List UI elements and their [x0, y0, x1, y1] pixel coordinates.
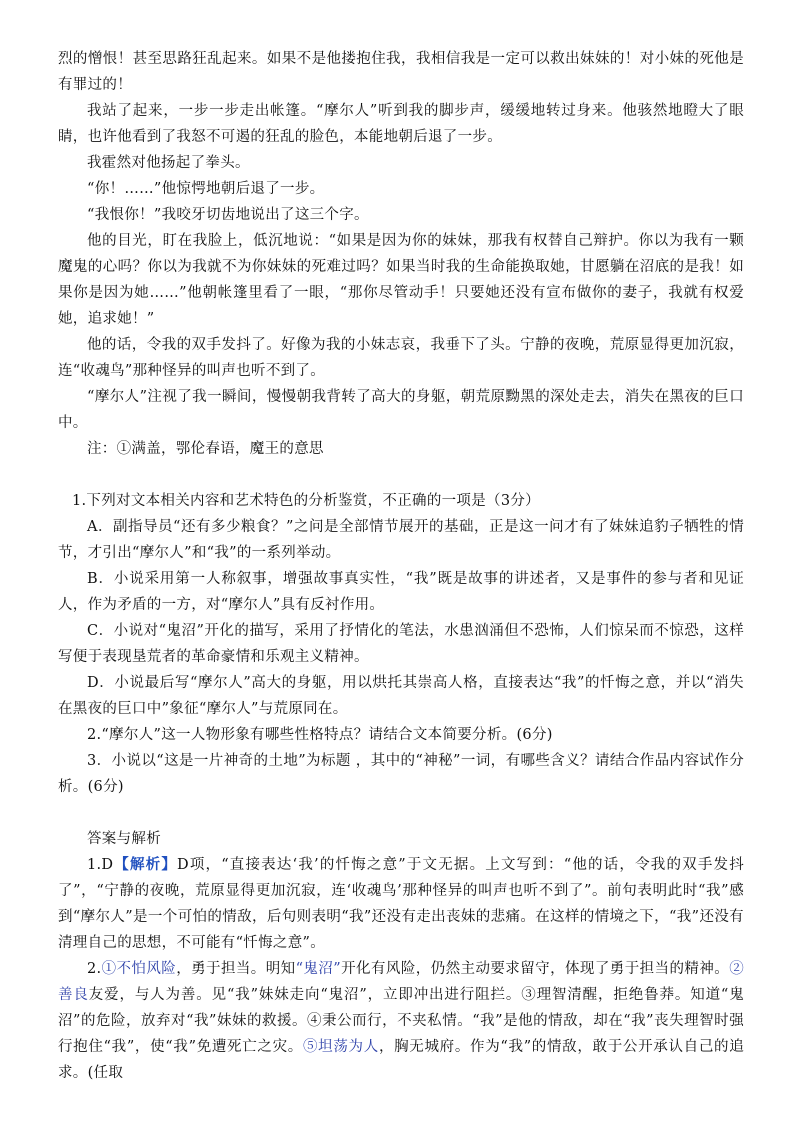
story-paragraph-2: 我站了起来，一步一步走出帐篷。“摩尔人”听到我的脚步声，缓缓地转过身来。他骇然地瞪大了眼睛，也许他看到了我怒不可遏的狂乱的脸色，本能地朝后退了一步。 — [58, 103, 744, 145]
story-paragraph-6: 他的目光，盯在我脸上，低沉地说：“如果是因为你的妹妹，那我有权替自己辩护。你以为我有一颗魔鬼的心吗？你以为我就不为你妹妹的死难过吗？如果当时我的生命能换取她，甘愿躺在沼底的是我！如果你是因为她……”他朝帐篷里看了一眼，“那你尽管动手！只要她还没有宣布做你的妻子，我就有权爱她，追求她！” — [58, 233, 744, 327]
answer-1 — [58, 852, 744, 956]
story-paragraph-8: “摩尔人”注视了我一瞬间，慢慢朝我背转了高大的身躯，朝荒原黝黑的深处走去，消失在黑夜的巨口中。 — [58, 389, 744, 431]
footnote: 注：①满盖，鄂伦春语，魔王的意思 — [87, 441, 324, 457]
document-page — [58, 46, 744, 1086]
question-2: 2.“摩尔人”这一人物形象有哪些性格特点？请结合文本简要分析。(6分) — [87, 727, 553, 743]
answer-1-text: D项，“直接表达‘我’的忏悔之意”于文无据。上文写到：“他的话，令我的双手发抖了”，“宁静的夜晚，荒原显得更加沉寂，连‘收魂鸟’那种怪异的叫声也听不到了”。前句表明此时“我”感到“摩尔人”是一个可怕的情敌，后句则表明“我”还没有走出丧妹的悲痛。在这样的情境之下，“我”还没有清理自己的思想，不可能有“忏悔之意”。 — [58, 857, 745, 951]
story-paragraph-4: “你！……”他惊愕地朝后退了一步。 — [87, 181, 325, 197]
option-d: D．小说最后写“摩尔人”高大的身躯，用以烘托其崇高人格，直接表达“我”的忏悔之意，并以“消失在黑夜的巨口中”象征“摩尔人”与荒原同在。 — [58, 675, 744, 717]
question-1: 1.下列对文本相关内容和艺术特色的分析鉴赏，不正确的一项是（3分） — [72, 493, 540, 509]
answer-2-highlight-4: ⑤坦荡为人 — [303, 1039, 379, 1055]
answer-2-highlight-2: “鬼沼” — [295, 961, 341, 977]
option-b: B．小说采用第一人称叙事，增强故事真实性，“我”既是故事的讲述者，又是事件的参与者和见证人，作为矛盾的一方，对“摩尔人”具有反衬作用。 — [58, 571, 744, 613]
spacer — [58, 462, 744, 488]
answers-heading: 答案与解析 — [87, 831, 161, 847]
story-paragraph-5: “我恨你！”我咬牙切齿地说出了这三个字。 — [87, 207, 369, 223]
analysis-tag: 【解析】 — [113, 856, 178, 873]
answer-2-number: 2. — [87, 961, 102, 977]
spacer — [58, 800, 744, 826]
option-c: C．小说对“鬼沼”开化的描写，采用了抒情化的笔法，水患汹涌但不恐怖，人们惊呆而不惊恐，这样写便于表现垦荒者的革命豪情和乐观主义精神。 — [58, 623, 744, 665]
answer-2-text-1: ，勇于担当。明知 — [176, 961, 296, 977]
answer-2-text-4: ，胸无城府。作为“我”的情敌，敢于公开承认自己的追求。(任取 — [58, 1039, 745, 1081]
story-paragraph-3: 我霍然对他扬起了拳头。 — [87, 155, 250, 171]
answer-2-highlight-3: ②善良 — [58, 961, 744, 1003]
answer-1-number: 1.D — [87, 857, 114, 873]
answer-2-text-3: 友爱，与人为善。见“我”妹妹走向“鬼沼”，立即冲出进行阻拦。③理智清醒，拒绝鲁莽。知道“鬼沼”的危险，放弃对“我”妹妹的救援。④秉公而行，不夹私情。“我”是他的情敌，却在“我”丧失理智时强行抱住“我”，使“我”免遭死亡之灾。 — [58, 987, 744, 1055]
story-paragraph-1: 烈的憎恨！甚至思路狂乱起来。如果不是他搂抱住我，我相信我是一定可以救出妹妹的！对小妹的死他是有罪过的！ — [58, 51, 744, 93]
story-paragraph-7: 他的话，令我的双手发抖了。好像为我的小妹志哀，我垂下了头。宁静的夜晚，荒原显得更加沉寂，连“收魂鸟”那种怪异的叫声也听不到了。 — [58, 337, 744, 379]
question-3: 3．小说以“这是一片神奇的土地”为标题 ，其中的“神秘”一词，有哪些含义？请结合作品内容试作分析。(6分) — [58, 753, 744, 795]
answer-2 — [58, 956, 744, 1086]
option-a: A．副指导员“还有多少粮食？”之问是全部情节展开的基础，正是这一问才有了妹妹追豹子牺牲的情节，才引出“摩尔人”和“我”的一系列举动。 — [58, 519, 744, 561]
answer-2-text-2: 开化有风险，仍然主动要求留守，体现了勇于担当的精神。 — [341, 961, 730, 977]
answer-2-highlight-1: ①不怕风险 — [101, 961, 177, 977]
